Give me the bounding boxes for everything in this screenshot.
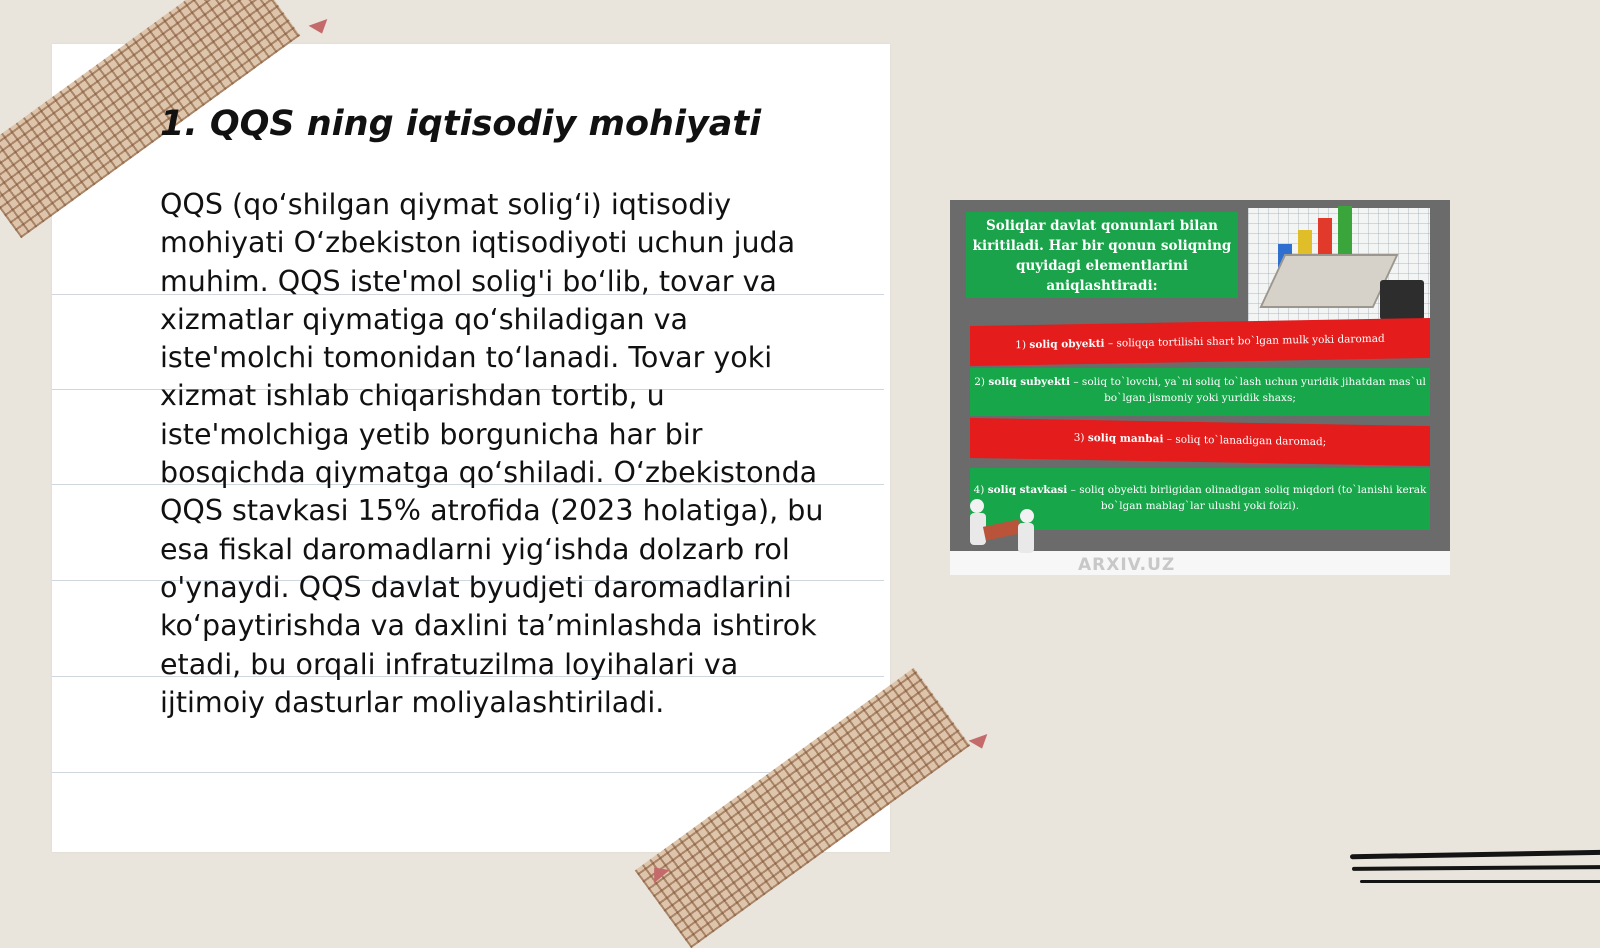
slide-title: 1. QQS ning iqtisodiy mohiyati xyxy=(160,104,762,144)
infographic-header: Soliqlar davlat qonunlari bilan kiritiladi. Har bir qonun soliqning quyidagi elementlarini aniqlashtiradi: xyxy=(966,212,1238,298)
infographic-item-2 xyxy=(970,368,1430,416)
decorative-brush-stroke xyxy=(1350,850,1600,860)
item-term: soliq manbai xyxy=(1087,432,1164,446)
item-number: 1) xyxy=(1015,339,1027,352)
item-definition: – soliq obyekti birligidan olinadigan soliq miqdori (to`lanishi kerak bo`lgan mablag`lar ulushi yoki foizi). xyxy=(1070,484,1427,512)
carried-box xyxy=(983,519,1021,540)
infographic-item-1 xyxy=(970,318,1430,366)
item-term: soliq subyekti xyxy=(988,376,1070,388)
tax-elements-infographic xyxy=(950,200,1450,575)
item-number: 3) xyxy=(1073,431,1085,444)
tape-corner-mark xyxy=(309,19,332,37)
item-term: soliq obyekti xyxy=(1029,337,1105,351)
item-number: 2) xyxy=(974,376,985,388)
figures-carrying-box-icon xyxy=(962,499,1040,569)
figure-body xyxy=(1018,523,1034,553)
figure-head xyxy=(1020,509,1034,523)
house-plan-chart-image xyxy=(1248,208,1430,324)
item-number: 4) xyxy=(973,484,985,496)
watermark-text: ARXIV.UZ xyxy=(1078,555,1176,575)
calculator-icon xyxy=(1380,280,1424,320)
item-term: soliq stavkasi xyxy=(987,484,1068,496)
infographic-item-3 xyxy=(970,418,1430,466)
house-model xyxy=(1259,254,1398,308)
decorative-brush-stroke xyxy=(1360,880,1600,883)
decorative-brush-stroke xyxy=(1352,865,1600,871)
slide-body-text: QQS (qo‘shilgan qiymat solig‘i) iqtisodiy mohiyati O‘zbekiston iqtisodiyoti uchun juda muhim. QQS iste'mol solig'i bo‘lib, tovar va xizmatlar qiymatiga qo‘shiladigan va iste'molchi tomonidan to‘lanadi. Tovar yoki xizmat ishlab chiqarishdan tortib, u iste'molchiga yetib borgunicha har bir bosqichda qiymatga qo‘shiladi. O‘zbekistonda QQS stavkasi 15% atrofida (2023 holatiga), bu esa fiskal daromadlarni yig‘ishda dolzarb rol o'ynaydi. QQS davlat byudjeti daromadlarini ko‘paytirishda va daxlini ta’minlashda ishtirok etadi, bu orqali infratuzilma loyihalari va ijtimoiy dasturlar moliyalashtiriladi. xyxy=(160,188,824,719)
item-definition: – soliq to`lanadigan daromad; xyxy=(1166,433,1327,449)
item-definition: – soliqqa tortilishi shart bo`lgan mulk yoki daromad xyxy=(1107,332,1385,350)
tape-corner-mark xyxy=(969,734,992,752)
paper-rule-line xyxy=(52,772,884,773)
item-definition: – soliq to`lovchi, ya`ni soliq to`lash uchun yuridik jihatdan mas`ul bo`lgan jismoniy yoki yuridik shaxs; xyxy=(1073,376,1426,404)
figure-head xyxy=(970,499,984,513)
